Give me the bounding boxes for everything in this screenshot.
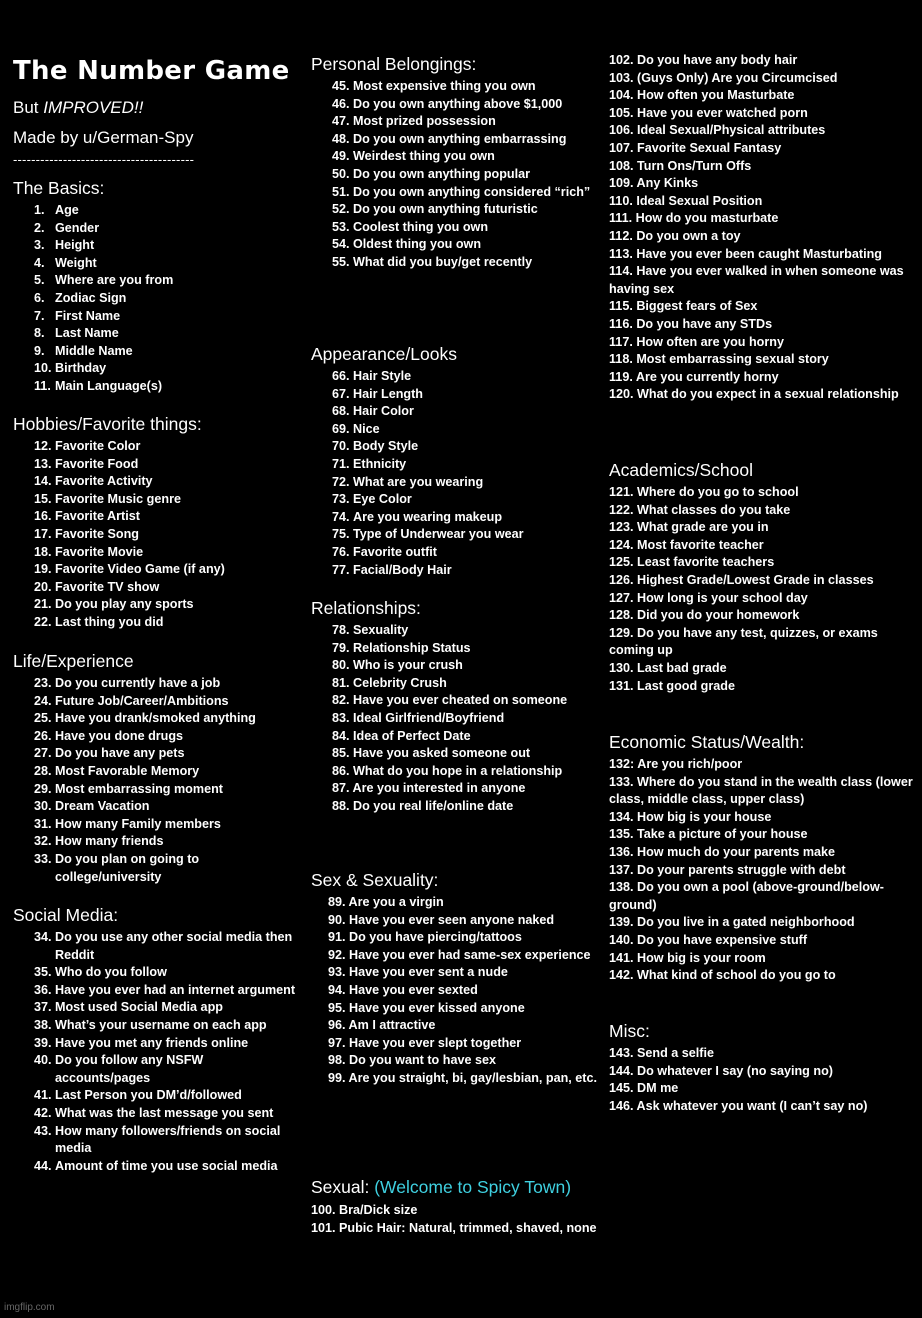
list-item: 6. Zodiac Sign: [34, 290, 127, 305]
list-item: 101. Pubic Hair: Natural, trimmed, shaved, none: [311, 1220, 597, 1235]
list-item: 54. Oldest thing you own: [332, 237, 482, 252]
list-item: 55. What did you buy/get recently: [332, 254, 533, 269]
list-item: 76. Favorite outfit: [332, 544, 437, 559]
subtitle-prefix: But: [13, 98, 44, 117]
list-item: 123. What grade are you in: [609, 520, 769, 535]
list-item: 128. Did you do your homework: [609, 608, 800, 623]
list-item: 26. Have you done drugs: [34, 728, 184, 743]
list-item: 15. Favorite Music genre: [34, 491, 181, 506]
list-item: 124. Most favorite teacher: [609, 537, 764, 552]
section-heading: [311, 1175, 601, 1199]
list-item: 24. Future Job/Career/Ambitions: [34, 693, 229, 708]
list-item: 51. Do you own anything considered “rich”: [332, 184, 591, 199]
list-item: 138. Do you own a pool (above-ground/below-ground): [609, 880, 884, 912]
list-item: 19. Favorite Video Game (if any): [34, 562, 225, 577]
divider-line: ----------------------------------------: [13, 152, 195, 167]
list-item: 4. Weight: [34, 255, 97, 270]
item-list: [311, 894, 601, 1088]
item-list: [609, 484, 914, 695]
list-item: 113. Have you ever been caught Masturbating: [609, 246, 882, 261]
list-item: 103. (Guys Only) Are you Circumcised: [609, 70, 838, 85]
list-item: 3. Height: [34, 238, 95, 253]
list-item: 79. Relationship Status: [332, 640, 471, 655]
list-item: 129. Do you have any test, quizzes, or exams coming up: [609, 625, 878, 658]
list-item: 23. Do you currently have a job: [34, 676, 221, 690]
list-item: 107. Favorite Sexual Fantasy: [609, 140, 782, 155]
section-appearance: [311, 343, 601, 579]
list-item: 91. Do you have piercing/tattoos: [328, 930, 522, 945]
list-item: 7. First Name: [34, 308, 121, 323]
list-item: 80. Who is your crush: [332, 658, 463, 673]
list-item: 85. Have you asked someone out: [332, 746, 531, 761]
watermark: imgflip.com: [4, 1302, 55, 1313]
section-life-experience: [13, 650, 298, 886]
list-item: 11. Main Language(s): [34, 378, 163, 393]
list-item: 42. What was the last message you sent: [34, 1105, 274, 1120]
list-item: 47. Most prized possession: [332, 114, 496, 129]
item-list: [13, 929, 298, 1175]
list-item: 71. Ethnicity: [332, 456, 407, 471]
section-heading: Life/Experience: [13, 651, 134, 671]
list-item: 36. Have you ever had an internet argument: [34, 982, 296, 997]
list-item: 38. What’s your username on each app: [34, 1017, 267, 1032]
section-heading: Appearance/Looks: [311, 344, 457, 364]
list-item: 44. Amount of time you use social media: [34, 1158, 278, 1173]
list-item: 86. What do you hope in a relationship: [332, 763, 563, 778]
list-item: 2. Gender: [34, 220, 100, 235]
list-item: 125. Least favorite teachers: [609, 555, 775, 570]
list-item: 88. Do you real life/online date: [332, 798, 514, 813]
list-item: 48. Do you own anything embarrassing: [332, 131, 567, 146]
list-item: 106. Ideal Sexual/Physical attributes: [609, 123, 826, 138]
item-list: [311, 368, 601, 579]
list-item: 69. Nice: [332, 421, 380, 436]
list-item: 33. Do you plan on going to college/university: [34, 851, 200, 884]
list-item: 20. Favorite TV show: [34, 579, 160, 594]
list-item: 43. How many followers/friends on social media: [34, 1123, 281, 1156]
list-item: 41. Last Person you DM’d/followed: [34, 1088, 242, 1103]
list-item: 28. Most Favorable Memory: [34, 763, 200, 778]
section-basics: [13, 177, 298, 396]
list-item: 27. Do you have any pets: [34, 746, 185, 761]
section-heading: Social Media:: [13, 905, 119, 925]
list-item: 102. Do you have any body hair: [609, 53, 798, 67]
list-item: 122. What classes do you take: [609, 502, 791, 517]
list-item: 121. Where do you go to school: [609, 485, 799, 499]
list-item: 50. Do you own anything popular: [332, 166, 531, 181]
section-heading: Academics/School: [609, 460, 753, 480]
list-item: 12. Favorite Color: [34, 439, 141, 453]
list-item: 29. Most embarrassing moment: [34, 781, 223, 796]
list-item: 137. Do your parents struggle with debt: [609, 862, 846, 877]
list-item: 66. Hair Style: [332, 369, 412, 383]
list-item: 89. Are you a virgin: [328, 895, 444, 909]
item-list: [609, 52, 914, 404]
section-heading: Misc:: [609, 1021, 650, 1041]
list-item: 72. What are you wearing: [332, 474, 484, 489]
section-social-media: [13, 904, 298, 1175]
list-item: 105. Have you ever watched porn: [609, 105, 808, 120]
list-item: 110. Ideal Sexual Position: [609, 193, 763, 208]
list-item: 90. Have you ever seen anyone naked: [328, 912, 555, 927]
list-item: 68. Hair Color: [332, 404, 414, 419]
section-economic: [609, 731, 914, 985]
list-item: 73. Eye Color: [332, 492, 412, 507]
item-list: [609, 756, 914, 985]
section-personal-belongings: [311, 53, 601, 272]
list-item: 146. Ask whatever you want (I can’t say no): [609, 1098, 868, 1113]
list-item: 70. Body Style: [332, 439, 419, 454]
section-heading: Sex & Sexuality:: [311, 870, 439, 890]
list-item: 87. Are you interested in anyone: [332, 781, 526, 796]
list-item: 53. Coolest thing you own: [332, 219, 489, 234]
list-item: 109. Any Kinks: [609, 176, 699, 191]
list-item: 142. What kind of school do you go to: [609, 968, 836, 983]
list-item: 52. Do you own anything futuristic: [332, 202, 538, 217]
list-item: 17. Favorite Song: [34, 526, 139, 541]
list-item: 98. Do you want to have sex: [328, 1053, 496, 1068]
section-sex-sexuality: [311, 869, 601, 1088]
list-item: 126. Highest Grade/Lowest Grade in classes: [609, 572, 874, 587]
list-item: 40. Do you follow any NSFW accounts/pages: [34, 1053, 204, 1085]
list-item: 100. Bra/Dick size: [311, 1203, 418, 1217]
list-item: 81. Celebrity Crush: [332, 675, 447, 690]
list-item: 84. Idea of Perfect Date: [332, 728, 471, 743]
list-item: 5. Where are you from: [34, 273, 174, 288]
list-item: 130. Last bad grade: [609, 660, 727, 675]
section-heading-text: Sexual:: [311, 1177, 375, 1197]
list-item: 95. Have you ever kissed anyone: [328, 1000, 525, 1015]
list-item: 120. What do you expect in a sexual relationship: [609, 387, 899, 402]
list-item: 118. Most embarrassing sexual story: [609, 352, 829, 367]
section-heading: The Basics:: [13, 178, 105, 198]
subtitle: [13, 98, 143, 118]
list-item: 115. Biggest fears of Sex: [609, 299, 758, 314]
list-item: 32. How many friends: [34, 834, 164, 849]
list-item: 18. Favorite Movie: [34, 544, 144, 559]
list-item: 143. Send a selfie: [609, 1046, 715, 1060]
list-item: 1. Age: [34, 203, 79, 217]
list-item: 35. Who do you follow: [34, 965, 167, 980]
item-list: [13, 438, 298, 632]
list-item: 136. How much do your parents make: [609, 844, 836, 859]
list-item: 74. Are you wearing makeup: [332, 509, 503, 524]
list-item: 78. Sexuality: [332, 623, 409, 637]
list-item: 21. Do you play any sports: [34, 597, 194, 612]
item-list: [311, 1202, 601, 1237]
list-item: 112. Do you own a toy: [609, 228, 741, 243]
list-item: 13. Favorite Food: [34, 456, 139, 471]
list-item: 140. Do you have expensive stuff: [609, 932, 808, 947]
list-item: 111. How do you masturbate: [609, 211, 779, 226]
section-heading: Relationships:: [311, 598, 421, 618]
list-item: 99. Are you straight, bi, gay/lesbian, pan, etc.: [328, 1070, 597, 1085]
list-item: 16. Favorite Artist: [34, 509, 140, 524]
list-item: 141. How big is your room: [609, 950, 766, 965]
list-item: 49. Weirdest thing you own: [332, 149, 495, 164]
list-item: 116. Do you have any STDs: [609, 316, 773, 331]
list-item: 94. Have you ever sexted: [328, 982, 478, 997]
section-sexual-continued: [609, 52, 914, 404]
section-hobbies: [13, 413, 298, 632]
list-item: 127. How long is your school day: [609, 590, 808, 605]
list-item: 25. Have you drank/smoked anything: [34, 711, 256, 726]
item-list: [311, 78, 601, 272]
list-item: 139. Do you live in a gated neighborhood: [609, 915, 855, 930]
item-list: [13, 202, 298, 396]
list-item: 83. Ideal Girlfriend/Boyfriend: [332, 710, 505, 725]
section-heading-accent: (Welcome to Spicy Town): [374, 1177, 572, 1197]
list-item: 104. How often you Masturbate: [609, 88, 795, 103]
section-heading: Hobbies/Favorite things:: [13, 414, 202, 434]
item-list: [13, 675, 298, 886]
list-item: 97. Have you ever slept together: [328, 1035, 522, 1050]
author-credit: Made by u/German-Spy: [13, 128, 194, 147]
list-item: 9. Middle Name: [34, 343, 133, 358]
list-item: 14. Favorite Activity: [34, 474, 153, 489]
list-item: 22. Last thing you did: [34, 614, 164, 629]
section-sexual: [311, 1175, 601, 1237]
item-list: [609, 1045, 914, 1115]
list-item: 114. Have you ever walked in when someone was having sex: [609, 264, 904, 296]
list-item: 39. Have you met any friends online: [34, 1035, 249, 1050]
item-list: [311, 622, 601, 816]
section-misc: [609, 1020, 914, 1115]
page-title: The Number Game: [13, 56, 290, 86]
list-item: 145. DM me: [609, 1081, 679, 1096]
list-item: 134. How big is your house: [609, 809, 772, 824]
list-item: 30. Dream Vacation: [34, 799, 150, 814]
list-item: 92. Have you ever had same-sex experience: [328, 947, 591, 962]
list-item: 135. Take a picture of your house: [609, 827, 808, 842]
subtitle-emphasis: IMPROVED!!: [43, 98, 144, 117]
list-item: 96. Am I attractive: [328, 1018, 436, 1033]
list-item: 119. Are you currently horny: [609, 369, 779, 384]
section-relationships: [311, 597, 601, 816]
list-item: 46. Do you own anything above $1,000: [332, 96, 563, 111]
list-item: 34. Do you use any other social media then Reddit: [34, 930, 293, 962]
list-item: 8. Last Name: [34, 326, 119, 341]
list-item: 117. How often are you horny: [609, 334, 784, 349]
list-item: 132: Are you rich/poor: [609, 757, 743, 771]
list-item: 67. Hair Length: [332, 386, 423, 401]
list-item: 108. Turn Ons/Turn Offs: [609, 158, 752, 173]
list-item: 31. How many Family members: [34, 816, 221, 831]
list-item: 144. Do whatever I say (no saying no): [609, 1063, 833, 1078]
list-item: 93. Have you ever sent a nude: [328, 965, 508, 980]
list-item: 77. Facial/Body Hair: [332, 562, 452, 577]
section-heading: Economic Status/Wealth:: [609, 732, 805, 752]
list-item: 10. Birthday: [34, 361, 107, 376]
list-item: 75. Type of Underwear you wear: [332, 527, 524, 542]
section-academics: [609, 459, 914, 695]
list-item: 45. Most expensive thing you own: [332, 79, 536, 93]
list-item: 131. Last good grade: [609, 678, 735, 693]
section-heading: Personal Belongings:: [311, 54, 477, 74]
list-item: 37. Most used Social Media app: [34, 1000, 223, 1015]
list-item: 133. Where do you stand in the wealth class (lower class, middle class, upper class): [609, 774, 913, 807]
list-item: 82. Have you ever cheated on someone: [332, 693, 568, 708]
